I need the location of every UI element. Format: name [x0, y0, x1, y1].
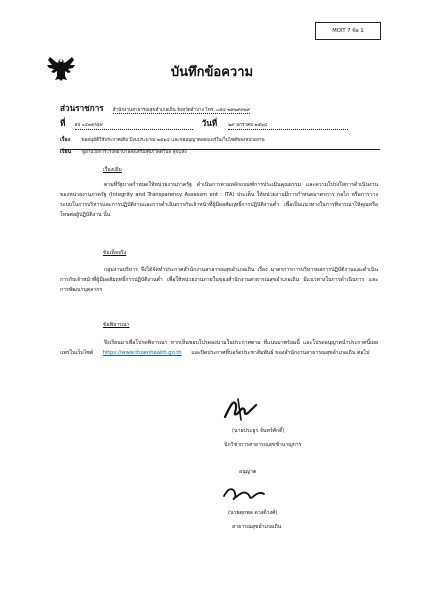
- document-code-box: [315, 22, 381, 40]
- header-divider: [60, 149, 380, 150]
- signer-2-name: (นายศุภพล ดวงดีวงศ์): [228, 510, 278, 516]
- to-value: ผู้อำนวยการโรงพยาบาลส่งเสริมสุขภาพตำบล ทุกแห่ง: [82, 150, 187, 155]
- date-value: ๒๙ มกราคม ๒๕๖๔: [228, 123, 348, 130]
- section-facts-heading: ข้อเท็จจริง: [103, 250, 127, 256]
- signature-2: [222, 484, 266, 504]
- subject-label: เรื่อง: [60, 137, 71, 143]
- date-label: วันที่: [201, 118, 218, 128]
- signature-1: [222, 396, 258, 424]
- section-background-body: ตามที่รัฐบาลกำหนดให้หน่วยงานภาครัฐ ดำเนินการตามหลักเกณฑ์การประเมินคุณธรรม และความโปร่งใสการดำเนินงานของหน่วยงานภาครัฐ (Integrity and Transparency Assessm ent : ITA) ประเด็น ให้หน่วยงานมีการกำหนดมาตรการ กลไก หรือการวางระบบในการบริหารและการปฏิบัติงานและการดำเนินการกับเจ้าหน้าที่ผู้มีผลสัมฤทธิ์การปฏิบัติงานต่ำ เพื่อเป็นแนวทางในการพิจารณาให้คุณหรือโทษต่อผู้ปฏิบัติงาน นั้น: [60, 182, 378, 219]
- to-row: [60, 138, 380, 157]
- section-facts-body: กลุ่มงานบริหาร จึงได้จัดทำประกาศสำนักงานสาธารณสุขอำเภอเถิน เรื่อง มาตรการการบริหารผลการปฏิบัติงานและดำเนินการกับเจ้าหน้าที่ผู้มีผลสัมฤทธิ์การปฏิบัติงานต่ำ เพื่อให้หน่วยงานภายในของสำนักงานสาธารณสุขอำเภอเถิน มีแนวทางในการดำเนินการ และการพัฒนาบุคลากร: [60, 267, 378, 294]
- website-link[interactable]: https://www.thoenhealth.go.th: [102, 350, 182, 357]
- number-label: ที่: [60, 118, 66, 128]
- number-value: ลป ๐๔๓๙/๕๙: [75, 123, 193, 130]
- consideration-text-2: และปิดประกาศที่บอร์ดประชาสัมพันธ์ ของสำนักงานสาธารณสุขอำเภอเถิน ต่อไป: [191, 350, 370, 357]
- document-code: MOIT 7 ข้อ 1: [332, 28, 364, 34]
- signer-1-position: นักวิชาการสาธารณสุขชำนาญการ: [224, 442, 302, 448]
- approval-text: อนุญาต: [239, 469, 257, 475]
- agency-label: ส่วนราชการ: [60, 103, 104, 113]
- consideration-text-1: จึงเรียนมาเพื่อโปรดพิจารณา หากเห็นชอบโปรดลงนามในประกาศตาม ที่แนบมาพร้อมนี้ และโปรดอนุญาตนำประกาศนี้เผยแพร่ในเว็บไซต์: [60, 340, 378, 357]
- agency-value: สำนักงานสาธารณสุขอำเภอเถิน จังหวัดลำปาง โทร. ๐๕๔-๒๙๒๙๙๒๙: [112, 108, 251, 113]
- section-consideration-body: [60, 338, 378, 358]
- signer-1-name: (นายประยูร จันทร์ศักดิ์): [232, 428, 285, 434]
- section-background-heading: เรื่องเดิม: [103, 167, 122, 173]
- signer-2-position: สาธารณสุขอำเภอเถิน: [232, 524, 282, 530]
- memo-title: บันทึกข้อความ: [170, 65, 254, 80]
- section-consideration-heading: ข้อพิจารณา: [103, 322, 130, 328]
- to-label: เรียน: [60, 149, 72, 155]
- subject-value: ขออนุมัติใช้ประกาศเดิม ปีงบประมาณ ๒๕๖๔ และขออนุญาตเผยแพร่ในเว็บไซต์ของหน่วยงาน: [81, 138, 265, 143]
